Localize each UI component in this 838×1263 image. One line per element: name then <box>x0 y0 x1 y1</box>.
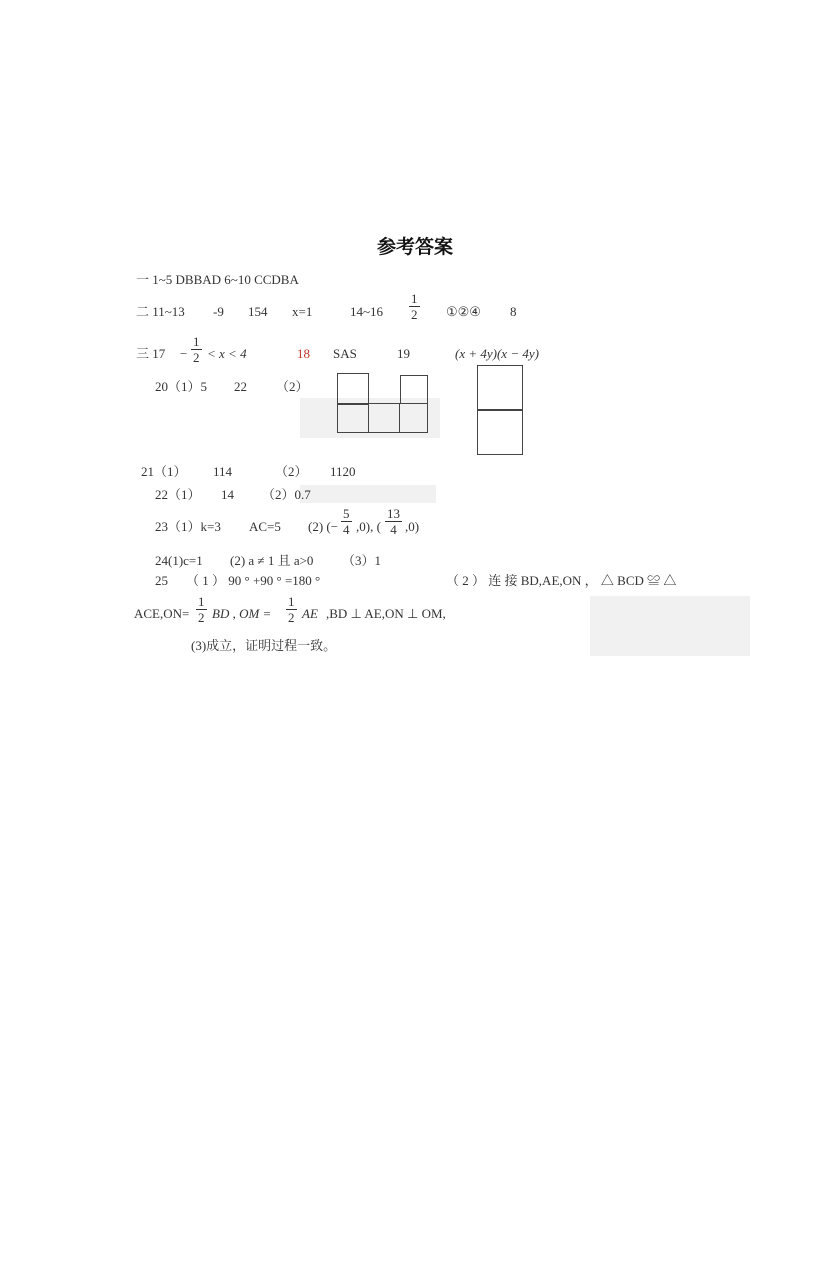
q25-part1-answer: （ 1 ） 90 ° +90 ° =180 ° <box>186 573 321 588</box>
q13-answer: x=1 <box>292 304 313 319</box>
q25-ae: AE <box>302 606 318 621</box>
front-view-top-square <box>337 373 369 405</box>
q19-label: 19 <box>397 346 410 361</box>
q25-bd-om: BD , OM = <box>212 606 272 621</box>
q14-fraction <box>409 291 420 322</box>
q24-part3-answer: （3）1 <box>342 553 382 568</box>
q17-inequality: < x < 4 <box>207 346 247 361</box>
q23-ac-answer: AC=5 <box>249 519 281 534</box>
q19-answer: (x + 4y)(x − 4y) <box>455 346 539 361</box>
q22-part2-answer: （2）0.7 <box>262 487 311 502</box>
q18-label: 18 <box>297 346 310 361</box>
fraction-denominator: 2 <box>288 610 295 625</box>
q12-answer: 154 <box>248 304 268 319</box>
fraction-numerator: 1 <box>198 594 205 609</box>
q23-fraction-1 <box>341 506 352 537</box>
q25-label: 25 <box>155 573 168 588</box>
front-view-bottom-left-square <box>337 403 369 433</box>
fraction-numerator: 5 <box>343 506 350 521</box>
fraction-numerator: 1 <box>193 334 200 349</box>
q15-answer: ①②④ <box>446 304 481 319</box>
fraction-numerator: 1 <box>411 291 418 306</box>
q21-label: 21（1） <box>141 464 187 479</box>
q20-answer: 20（1）5 <box>155 379 208 394</box>
fraction-denominator: 4 <box>390 522 397 537</box>
q23-part2-open: (2) (− <box>308 519 339 534</box>
side-view-top-square <box>477 365 523 411</box>
scan-smudge <box>590 596 750 656</box>
q24-part2-answer: (2) a ≠ 1 且 a>0 <box>230 553 314 568</box>
q22-label: 22（1） <box>155 487 201 502</box>
q14-16-label: 14~16 <box>350 304 384 319</box>
page-title: 参考答案 <box>377 236 454 258</box>
q25-part3-answer: (3)成立，证明过程一致。 <box>191 638 337 653</box>
scan-smudge <box>300 485 436 503</box>
q21-part1-answer: 114 <box>213 464 233 479</box>
front-view-bottom-middle-square <box>368 403 400 433</box>
fraction-denominator: 4 <box>343 522 350 537</box>
q25-part2-answer: （ 2 ） 连 接 BD,AE,ON ， △ BCD ≌ △ <box>446 573 677 588</box>
fraction-numerator: 1 <box>288 594 295 609</box>
q17-fraction <box>191 334 202 365</box>
side-view-bottom-square <box>477 409 523 455</box>
q25-fraction-1 <box>196 594 207 625</box>
q21-part2-answer: 1120 <box>330 464 356 479</box>
q21-part2-label: （2） <box>275 464 308 479</box>
q20-part2-label: （2） <box>276 379 309 394</box>
q17-label: 三 17 <box>136 346 166 361</box>
front-view-bottom-right-square <box>399 403 428 433</box>
answer-row-1: 一 1~5 DBBAD 6~10 CCDBA <box>136 272 299 287</box>
q25-continuation-start: ACE,ON= <box>134 606 190 621</box>
q11-13-label: 二 11~13 <box>136 304 185 319</box>
q25-fraction-2 <box>286 594 297 625</box>
front-view-top-right-square <box>400 375 428 404</box>
q23-part1-answer: 23（1）k=3 <box>155 519 221 534</box>
fraction-denominator: 2 <box>411 307 418 322</box>
q23-part2-close: ,0) <box>405 519 420 534</box>
fraction-denominator: 2 <box>198 610 205 625</box>
minus-sign: − <box>180 346 188 361</box>
fraction-numerator: 13 <box>387 506 400 521</box>
q11-answer: -9 <box>213 304 224 319</box>
q23-part2-mid: ,0), ( <box>356 519 381 534</box>
q20-value: 22 <box>234 379 247 394</box>
q16-answer: 8 <box>510 304 517 319</box>
q25-perpendicular: ,BD ⊥ AE,ON ⊥ OM, <box>326 606 446 621</box>
q24-part1-answer: 24(1)c=1 <box>155 553 203 568</box>
q23-fraction-2 <box>385 506 402 537</box>
q18-answer: SAS <box>333 346 357 361</box>
fraction-denominator: 2 <box>193 350 200 365</box>
q22-part1-answer: 14 <box>221 487 234 502</box>
